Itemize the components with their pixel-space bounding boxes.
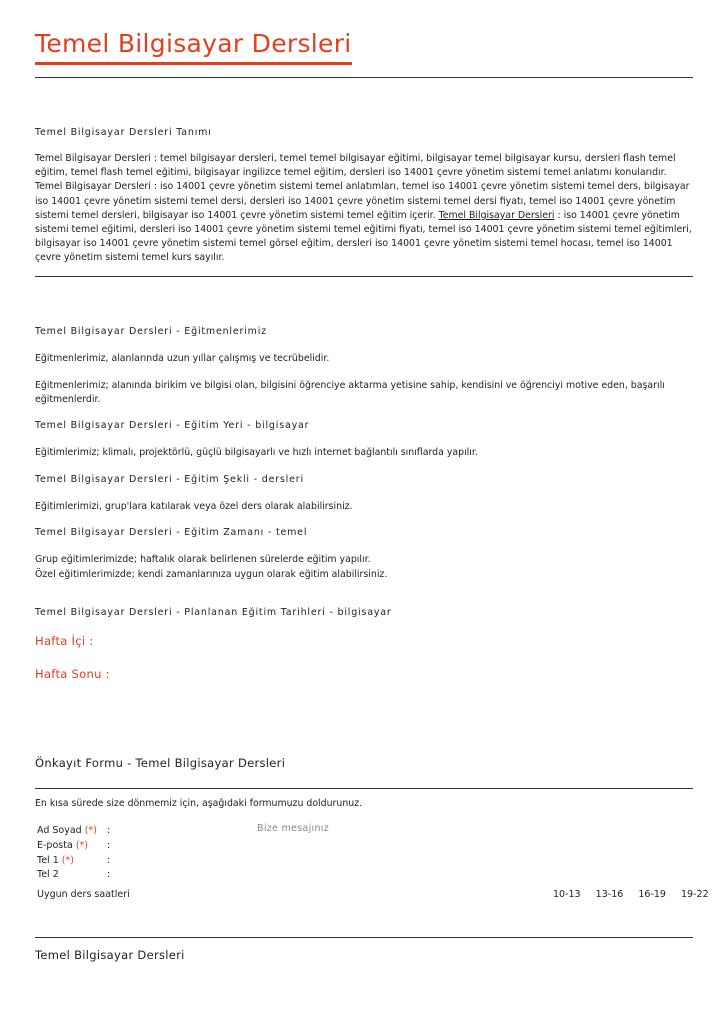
hour-slot-option[interactable]: 19-22 [681,889,709,900]
instructors-text-2: Eğitmenlerimiz; alanında birikim ve bilgisi olan, bilgisini öğrenciye aktarma yetisine sahip, kendisini ve öğrenciyi motive eden, başarılı eğitmenlerdir. [35,380,665,406]
instructors-text-1: Eğitmenlerimiz, alanlarında uzun yıllar çalışmış ve tecrübelidir. [35,353,330,364]
name-field[interactable]: : [107,825,111,836]
hour-slot-option[interactable]: 13-16 [595,889,624,900]
weekend-label: Hafta Sonu : [35,667,110,681]
field-label: Tel 2 [37,869,59,880]
location-text: Eğitimlerimiz; klimalı, projektörlü, güçlü bilgisayarlı ve hızlı internet bağlantılı sınıflarda yapılır. [35,447,478,458]
email-field[interactable]: : [107,840,111,851]
description-text: Temel Bilgisayar Dersleri : temel bilgisayar dersleri, temel temel bilgisayar eğitimi, bilgisayar temel bilgisayar kursu, dersleri flash temel eğitim, temel flash temel eğitimi, bilgisayar ingilizce temel eğitim, dersleri iso 14001 çevre yönetim sistemi temel anlatımı konularıdır. Temel Bilgisayar Dersleri : iso 14001 çevre yönetim sistemi temel anlatımları, temel iso 14001 çevre yönetim sistemi temel ders, bilgisayar iso 14001 çevre yönetim sistemi temel dersi, dersleri iso 14001 çevre yönetim sistemi temel dersi fiyatı, temel iso 14001 çevre yönetim sistemi temel dersleri, bilgisayar iso 14001 çevre yönetim sistemi temel eğitim içerir. [35,153,690,221]
form-title: Önkayıt Formu - Temel Bilgisayar Dersleri [35,756,286,770]
required-mark: (*) [61,855,74,866]
divider [35,788,693,789]
schedule-heading: Temel Bilgisayar Dersleri - Planlanan Eğitim Tarihleri - bilgisayar [35,607,392,618]
field-label: Tel 1 [37,855,59,866]
divider [35,937,693,938]
hour-slots [553,889,709,900]
format-heading: Temel Bilgisayar Dersleri - Eğitim Şekli - dersleri [35,474,304,485]
required-mark: (*) [84,825,97,836]
instructors-heading: Temel Bilgisayar Dersleri - Eğitmenlerimiz [35,326,267,337]
required-mark: (*) [75,840,88,851]
hours-label: Uygun ders saatleri [37,889,130,900]
phone1-field[interactable]: : [107,855,111,866]
divider [35,77,693,78]
divider [35,276,693,277]
hour-slot-option[interactable]: 16-19 [638,889,666,900]
form-intro: En kısa sürede size dönmemiz için, aşağıdaki formumuzu doldurunuz. [35,798,363,809]
phone1-field-label [37,855,74,866]
timing-heading: Temel Bilgisayar Dersleri - Eğitim Zamanı - temel [35,527,308,538]
field-label: E-posta [37,840,73,851]
footer-title: Temel Bilgisayar Dersleri [35,948,185,962]
description-heading: Temel Bilgisayar Dersleri Tanımı [35,127,212,138]
weekday-label: Hafta İçi : [35,634,94,648]
description-paragraph [35,152,695,266]
field-label: Ad Soyad [37,825,82,836]
timing-text-1: Grup eğitimlerimizde; haftalık olarak belirlenen sürelerde eğitim yapılır. [35,554,371,565]
location-heading: Temel Bilgisayar Dersleri - Eğitim Yeri - bilgisayar [35,420,310,431]
course-link[interactable]: Temel Bilgisayar Dersleri [438,209,555,221]
phone2-field[interactable]: : [107,869,111,880]
name-field-label [37,825,97,836]
format-text: Eğitimlerimizi, grup'lara katılarak veya özel ders olarak alabilirsiniz. [35,501,353,512]
message-textarea[interactable]: Bize mesajınız [257,823,330,834]
hour-slot-option[interactable]: 10-13 [553,889,581,900]
phone2-field-label [37,869,59,880]
description-text-tail: : iso 14001 çevre yönetim sistemi temel eğitimi, dersleri iso 14001 çevre yönetim sistemi temel eğitimi fiyatı, temel iso 14001 çevre yönetim sistemi temel eğitimleri, bilgisayar iso 14001 çevre yönetim sistemi temel görsel eğitim, dersleri iso 14001 çevre yönetim sistemi temel hocası, temel iso 14001 çevre yönetim sistemi temel kurs sayılır. [35,209,692,264]
timing-text-2: Özel eğitimlerimizde; kendi zamanlarınıza uygun olarak eğitim alabilirsiniz. [35,569,388,580]
page-title: Temel Bilgisayar Dersleri [35,28,352,65]
email-field-label [37,840,88,851]
